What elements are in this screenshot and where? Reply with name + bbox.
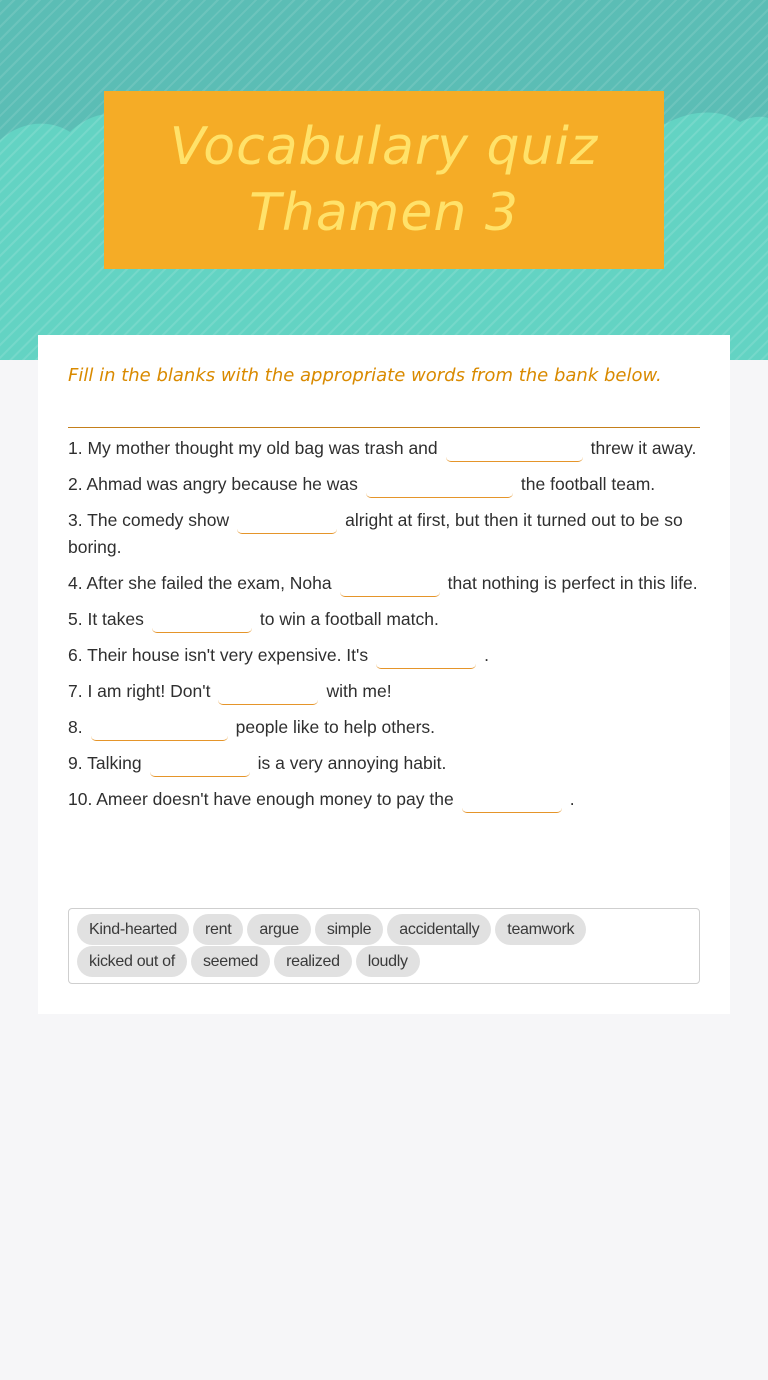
word-chip-loudly[interactable]: loudly — [356, 946, 420, 977]
question-text-before: 1. My mother thought my old bag was trash and — [68, 438, 438, 458]
title-box — [104, 91, 664, 269]
question-text-before: 2. Ahmad was angry because he was — [68, 474, 358, 494]
question-text-after: alright at first, but then it turned out to be so boring. — [68, 510, 683, 557]
question-text-after: is a very annoying habit. — [257, 753, 447, 773]
answer-blank[interactable] — [376, 645, 476, 669]
word-chip-kicked-out-of[interactable]: kicked out of — [77, 946, 187, 977]
page-title-line-2: Thamen 3 — [249, 183, 519, 243]
word-chip-simple[interactable]: simple — [315, 914, 383, 945]
instruction-divider — [68, 427, 700, 428]
question-text-after: with me! — [326, 681, 392, 701]
word-chip-accidentally[interactable]: accidentally — [387, 914, 491, 945]
answer-blank[interactable] — [91, 717, 228, 741]
question-text-before: 6. Their house isn't very expensive. It's — [68, 645, 369, 665]
page-title-line-1: Vocabulary quiz — [169, 117, 599, 177]
word-chip-realized[interactable]: realized — [274, 946, 352, 977]
question-text-after: to win a football match. — [259, 609, 439, 629]
question-6 — [68, 642, 698, 669]
question-9 — [68, 750, 698, 777]
question-text-before: 3. The comedy show — [68, 510, 230, 530]
header-banner — [0, 0, 768, 360]
word-chip-rent[interactable]: rent — [193, 914, 243, 945]
question-2 — [68, 471, 698, 498]
question-5 — [68, 606, 698, 633]
question-4 — [68, 570, 698, 597]
question-8 — [68, 714, 698, 741]
word-chip-argue[interactable]: argue — [247, 914, 310, 945]
question-3 — [68, 507, 698, 561]
question-text-after: the football team. — [520, 474, 656, 494]
question-text-before: 7. I am right! Don't — [68, 681, 211, 701]
word-chip-seemed[interactable]: seemed — [191, 946, 270, 977]
question-text-after: that nothing is perfect in this life. — [447, 573, 698, 593]
answer-blank[interactable] — [462, 789, 562, 813]
question-text-before: 9. Talking — [68, 753, 142, 773]
answer-blank[interactable] — [152, 609, 252, 633]
word-chip-teamwork[interactable]: teamwork — [495, 914, 586, 945]
question-text-after: . — [484, 645, 489, 665]
question-1 — [68, 435, 698, 462]
question-text-after: . — [569, 789, 575, 809]
question-text-before: 5. It takes — [68, 609, 144, 629]
answer-blank[interactable] — [150, 753, 250, 777]
answer-blank[interactable] — [340, 573, 440, 597]
instruction-text: Fill in the blanks with the appropriate words from the bank below. — [68, 365, 662, 386]
question-text-before: 8. — [68, 717, 83, 737]
question-7 — [68, 678, 698, 705]
question-text-before: 10. Ameer doesn't have enough money to pay the — [68, 789, 454, 809]
answer-blank[interactable] — [237, 510, 337, 534]
question-text-after: people like to help others. — [235, 717, 436, 737]
question-10 — [68, 786, 698, 813]
question-text-before: 4. After she failed the exam, Noha — [68, 573, 332, 593]
answer-blank[interactable] — [366, 474, 513, 498]
activity-card — [38, 335, 730, 1014]
word-chip-kind-hearted[interactable]: Kind-hearted — [77, 914, 189, 945]
answer-blank[interactable] — [446, 438, 583, 462]
word-bank — [68, 908, 700, 984]
question-text-after: threw it away. — [590, 438, 697, 458]
question-list — [68, 435, 698, 822]
answer-blank[interactable] — [218, 681, 318, 705]
